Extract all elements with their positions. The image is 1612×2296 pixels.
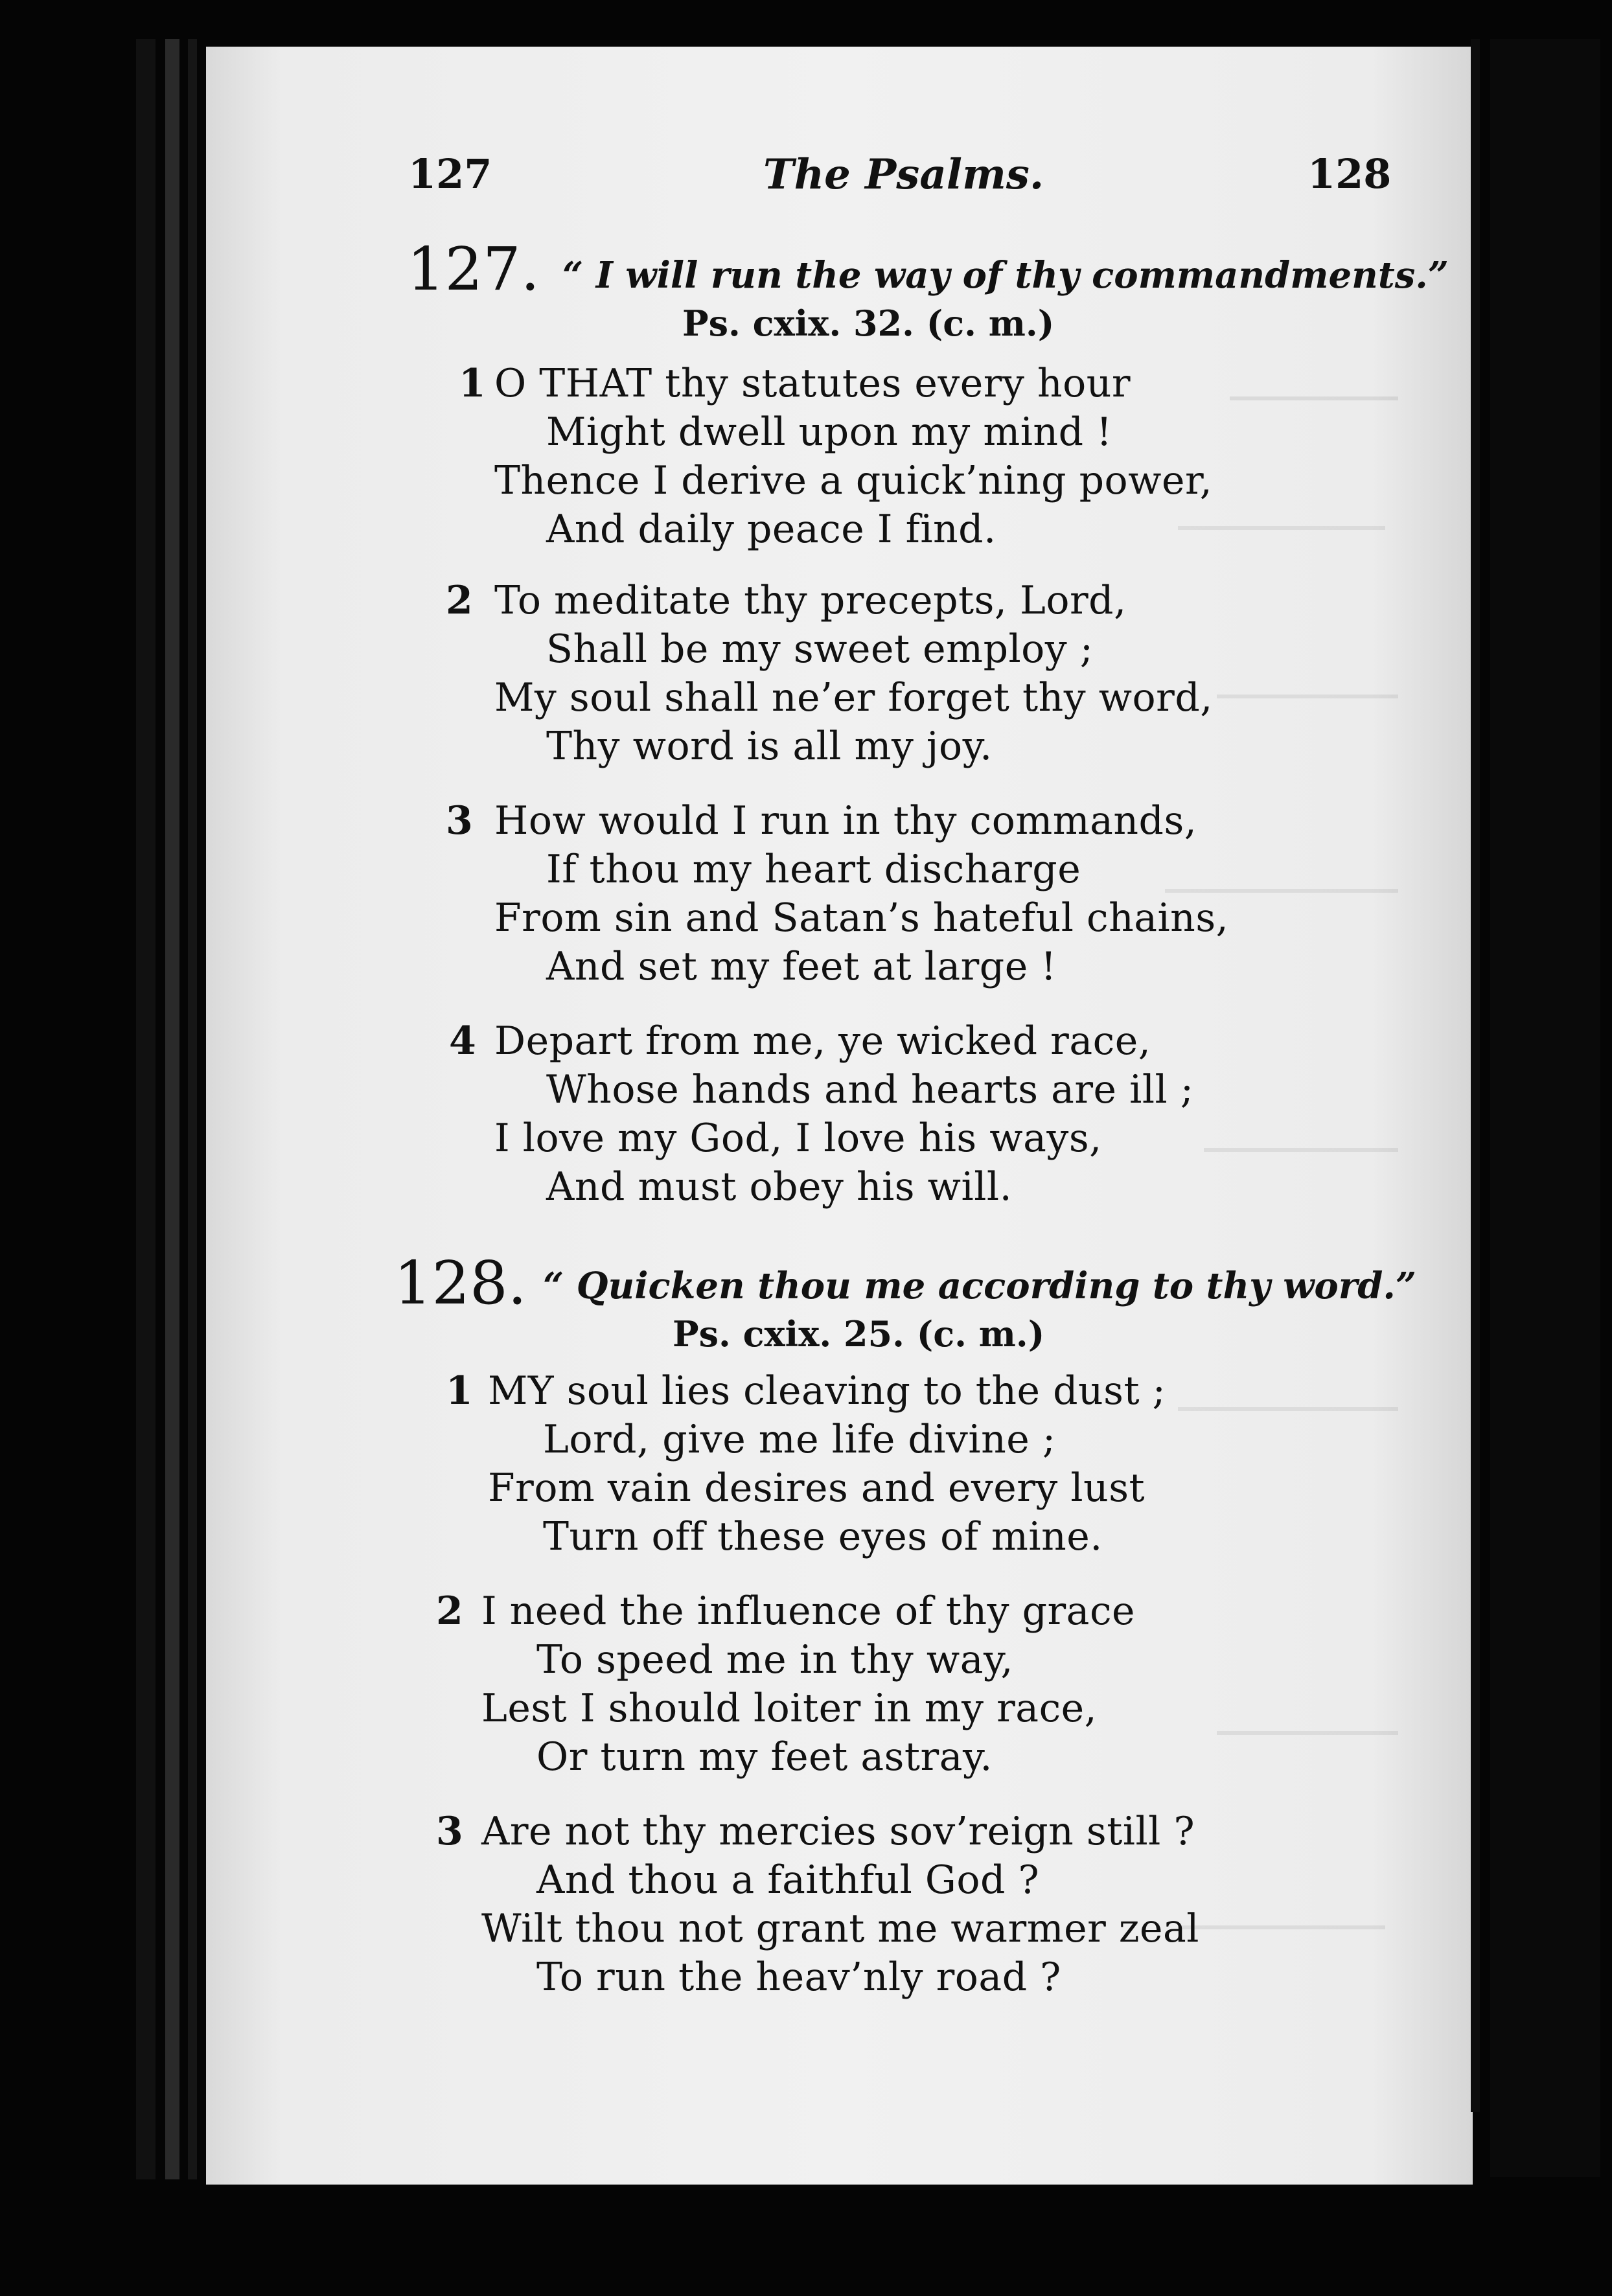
stanza-number: 4 bbox=[449, 1018, 476, 1064]
right-margin-rule bbox=[1471, 39, 1480, 2112]
verse-line: Shall be my sweet employ ; bbox=[546, 626, 1094, 672]
verse-line: I love my God, I love his ways, bbox=[494, 1116, 1102, 1161]
left-page-number: 127 bbox=[408, 150, 492, 198]
right-page-edge bbox=[1490, 39, 1600, 2177]
verse-line: And must obey his will. bbox=[546, 1164, 1013, 1210]
psalm-reference: Ps. cxix. 25. (c. m.) bbox=[673, 1313, 1045, 1355]
psalm-number: 127. bbox=[407, 235, 540, 304]
verse-line: Thy word is all my joy. bbox=[546, 724, 993, 769]
verse-line: Thence I derive a quick’ning power, bbox=[494, 458, 1213, 503]
verse-line: Depart from me, ye wicked race, bbox=[494, 1018, 1151, 1064]
binding-shadow bbox=[165, 39, 179, 2179]
stanza-number: 3 bbox=[436, 1809, 463, 1854]
verse-line: How would I run in thy commands, bbox=[494, 798, 1197, 844]
verse-line: And daily peace I find. bbox=[546, 507, 996, 552]
verse-line: MY soul lies cleaving to the dust ; bbox=[488, 1368, 1166, 1414]
verse-line: Are not thy mercies sov’reign still ? bbox=[481, 1809, 1195, 1854]
stanza-number: 3 bbox=[446, 798, 473, 844]
verse-line: And set my feet at large ! bbox=[546, 944, 1057, 989]
verse-line: My soul shall ne’er forget thy word, bbox=[494, 675, 1213, 720]
verse-line: To run the heav’nly road ? bbox=[536, 1955, 1061, 2000]
verse-line: O THAT thy statutes every hour bbox=[494, 361, 1131, 406]
verse-line: Lord, give me life divine ; bbox=[543, 1417, 1056, 1462]
running-header bbox=[206, 150, 1473, 222]
stanza-number: 2 bbox=[446, 578, 473, 623]
psalm-number: 128. bbox=[394, 1248, 527, 1318]
verse-line: Wilt thou not grant me warmer zeal bbox=[481, 1906, 1199, 1951]
psalm-reference: Ps. cxix. 32. (c. m.) bbox=[682, 303, 1055, 344]
verse-line: Might dwell upon my mind ! bbox=[546, 409, 1112, 455]
running-title: The Psalms. bbox=[763, 150, 1044, 199]
verse-line: Lest I should loiter in my race, bbox=[481, 1686, 1098, 1731]
verse-line: And thou a faithful God ? bbox=[536, 1857, 1040, 1903]
verse-line: Turn off these eyes of mine. bbox=[543, 1514, 1103, 1559]
stanza-number: 2 bbox=[436, 1589, 463, 1634]
verse-line: If thou my heart discharge bbox=[546, 847, 1081, 892]
psalm-motto: “ I will run the way of thy commandments.” bbox=[562, 254, 1449, 297]
stanza-number: 1 bbox=[446, 1368, 473, 1414]
binding-shadow bbox=[188, 39, 197, 2179]
psalm-motto: “ Quicken thou me according to thy word.” bbox=[543, 1265, 1417, 1307]
verse-line: To meditate thy precepts, Lord, bbox=[494, 578, 1127, 623]
binding-shadow bbox=[136, 39, 155, 2179]
right-page-number: 128 bbox=[1307, 150, 1392, 198]
verse-line: From sin and Satan’s hateful chains, bbox=[494, 895, 1229, 941]
verse-line: To speed me in thy way, bbox=[536, 1637, 1013, 1682]
verse-line: Or turn my feet astray. bbox=[536, 1734, 993, 1780]
verse-line: Whose hands and hearts are ill ; bbox=[546, 1067, 1194, 1112]
verse-line: From vain desires and every lust bbox=[488, 1465, 1146, 1511]
stanza-number: 1 bbox=[459, 361, 486, 406]
verse-line: I need the influence of thy grace bbox=[481, 1589, 1136, 1634]
book-page bbox=[206, 47, 1473, 2185]
